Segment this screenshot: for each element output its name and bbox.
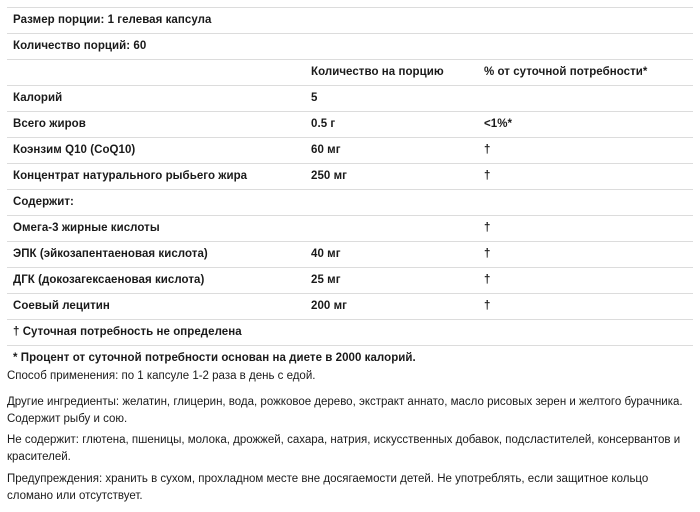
nutrient-name: ДГК (докозагексаеновая кислота) bbox=[13, 274, 205, 286]
nutrient-name: Всего жиров bbox=[13, 118, 86, 130]
table-row bbox=[7, 216, 693, 242]
warnings-paragraph bbox=[7, 471, 693, 505]
nutrient-dv: † bbox=[484, 222, 491, 234]
ingredients-paragraph bbox=[7, 394, 693, 428]
nutrient-dv: † bbox=[484, 274, 491, 286]
table-row bbox=[7, 242, 693, 268]
servings-count: Количество порций: 60 bbox=[13, 40, 147, 52]
table-row bbox=[7, 138, 693, 164]
warnings-text: Предупреждения: хранить в сухом, прохладном месте вне досягаемости детей. Не употреблять, если защитное кольцо сломано или отсутствует. bbox=[7, 473, 649, 502]
nutrient-amount: 5 bbox=[311, 92, 318, 104]
table-row bbox=[7, 190, 693, 216]
nutrient-name: Соевый лецитин bbox=[13, 300, 110, 312]
supplement-facts-table bbox=[7, 7, 693, 371]
servings-count-row bbox=[7, 34, 693, 60]
does-not-contain-text: Не содержит: глютена, пшеницы, молока, дрожжей, сахара, натрия, искусственных добавок, подсластителей, консервантов и красителей. bbox=[7, 434, 681, 463]
table-row bbox=[7, 86, 693, 112]
footnote-dagger-row bbox=[7, 320, 693, 346]
nutrient-amount: 250 мг bbox=[311, 170, 347, 182]
nutrient-name: Коэнзим Q10 (CoQ10) bbox=[13, 144, 136, 156]
nutrient-amount: 60 мг bbox=[311, 144, 341, 156]
usage-paragraph bbox=[7, 368, 693, 385]
usage-text: Способ применения: по 1 капсуле 1-2 раза в день с едой. bbox=[7, 370, 316, 382]
nutrient-dv: † bbox=[484, 144, 491, 156]
nutrient-dv: <1%* bbox=[484, 118, 513, 130]
nutrient-dv: † bbox=[484, 248, 491, 260]
nutrient-name: Калорий bbox=[13, 92, 63, 104]
daily-value-header: % от суточной потребности* bbox=[484, 66, 648, 78]
table-row bbox=[7, 164, 693, 190]
nutrient-amount: 200 мг bbox=[311, 300, 347, 312]
table-row bbox=[7, 268, 693, 294]
nutrient-amount: 0.5 г bbox=[311, 118, 336, 130]
amount-header: Количество на порцию bbox=[311, 66, 444, 78]
nutrient-name: ЭПК (эйкозапентаеновая кислота) bbox=[13, 248, 208, 260]
nutrient-name: Концентрат натурального рыбьего жира bbox=[13, 170, 248, 182]
footnote-percent: * Процент от суточной потребности основан на диете в 2000 калорий. bbox=[13, 352, 416, 364]
does-not-contain-paragraph bbox=[7, 432, 693, 466]
nutrient-name: Омега-3 жирные кислоты bbox=[13, 222, 160, 234]
footnote-dagger: † Суточная потребность не определена bbox=[13, 326, 242, 338]
table-row bbox=[7, 112, 693, 138]
serving-size-row bbox=[7, 8, 693, 34]
other-ingredients-text: Другие ингредиенты: желатин, глицерин, вода, рожковое дерево, экстракт аннато, масло рисовых зерен и желтого бурачника. Содержит рыбу и сою. bbox=[7, 396, 683, 425]
nutrient-dv: † bbox=[484, 170, 491, 182]
table-header-row bbox=[7, 60, 693, 86]
nutrient-name: Содержит: bbox=[13, 196, 74, 208]
table-row bbox=[7, 294, 693, 320]
nutrient-amount: 40 мг bbox=[311, 248, 341, 260]
nutrient-amount: 25 мг bbox=[311, 274, 341, 286]
nutrient-dv: † bbox=[484, 300, 491, 312]
serving-size: Размер порции: 1 гелевая капсула bbox=[13, 14, 212, 26]
